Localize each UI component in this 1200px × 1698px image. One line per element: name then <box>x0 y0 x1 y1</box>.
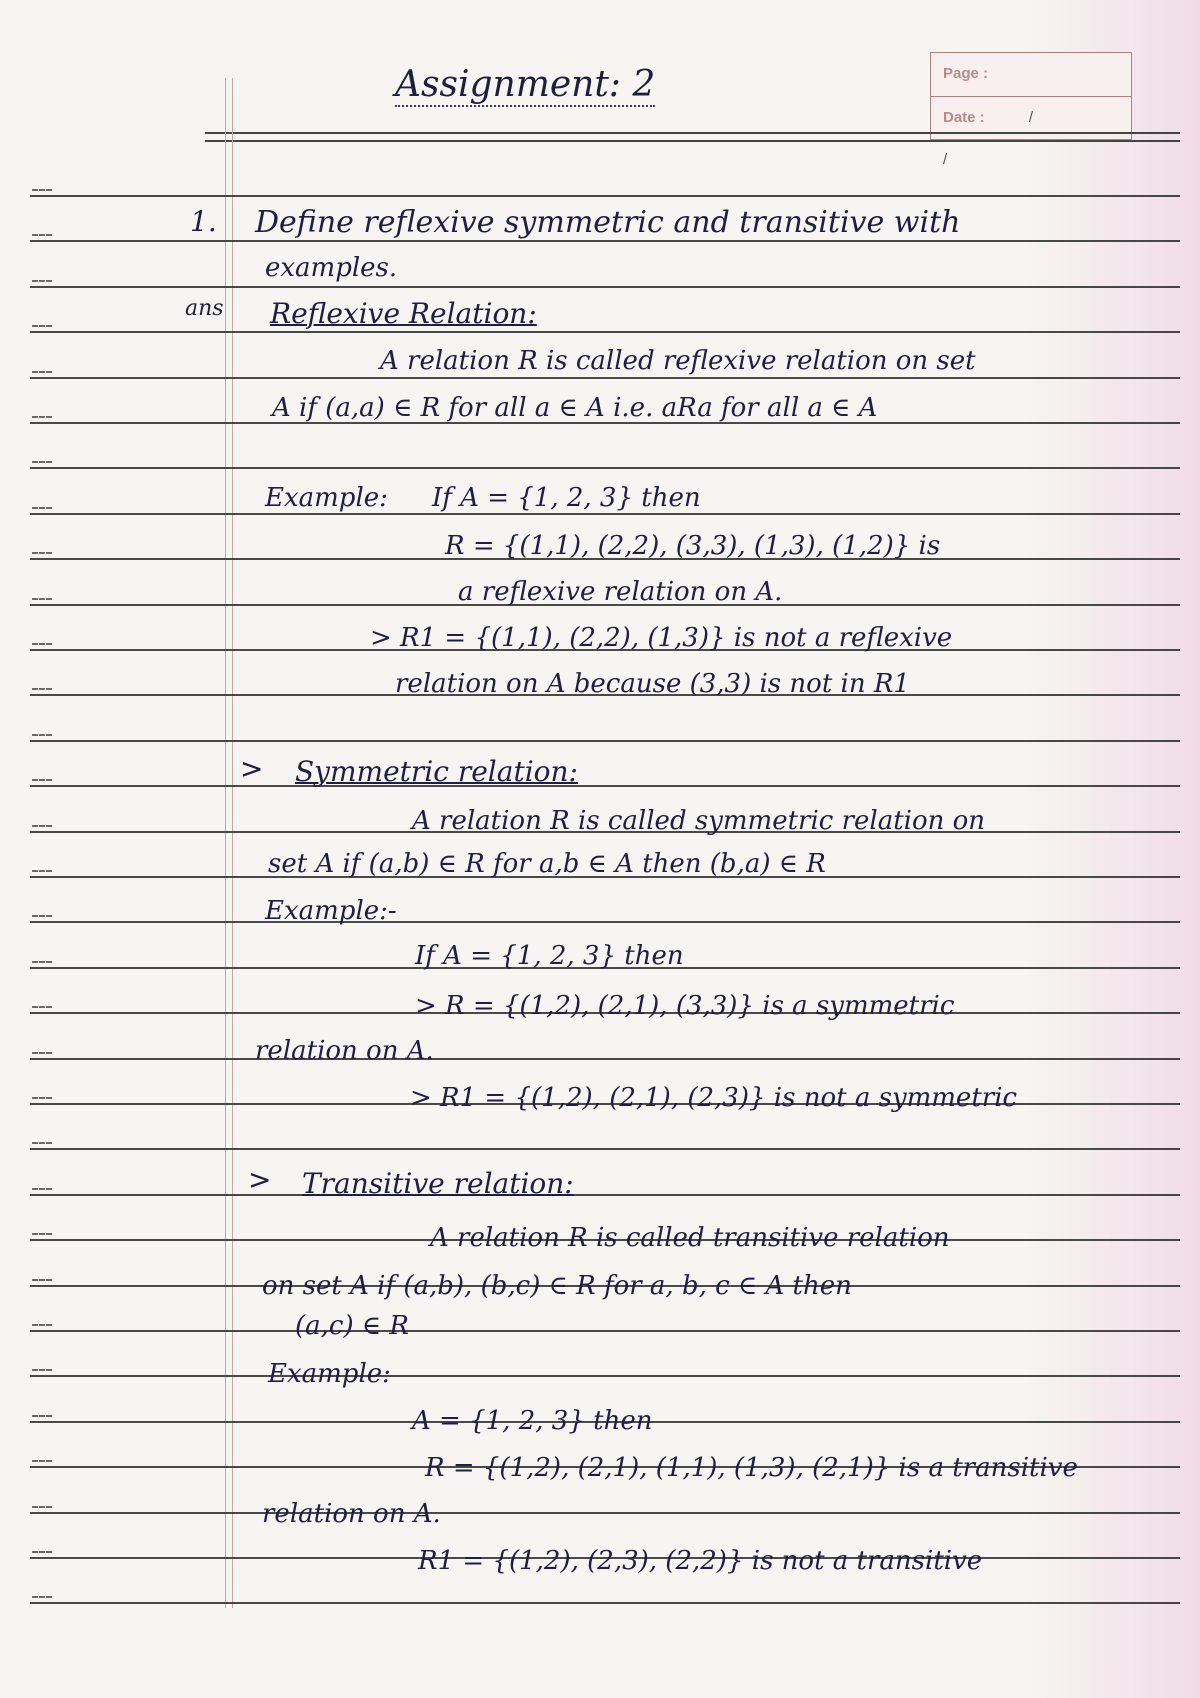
ruled-line <box>30 1148 1180 1150</box>
margin-tick <box>32 325 52 327</box>
ruled-line <box>30 240 1180 242</box>
symmetric-example-r-1: > R = {(1,2), (2,1), (3,3)} is a symmetric <box>415 991 955 1021</box>
margin-tick <box>32 779 52 781</box>
margin-tick <box>32 552 52 554</box>
symmetric-example-label: Example:- <box>265 896 397 926</box>
reflexive-example-r-1: R = {(1,1), (2,2), (3,3), (1,3), (1,2)} is <box>445 531 941 561</box>
transitive-example-label: Example: <box>268 1359 391 1389</box>
ruled-line <box>30 1512 1180 1514</box>
margin-tick <box>32 416 52 418</box>
symmetric-def-line-2: set A if (a,b) ∈ R for a,b ∈ A then (b,a) ∈ R <box>268 849 826 879</box>
reflexive-example-r-2: a reflexive relation on A. <box>458 577 783 607</box>
page-title: Assignment: 2 <box>395 64 656 105</box>
ruled-line <box>30 377 1180 379</box>
transitive-def-line-1: A relation R is called transitive relation <box>430 1223 950 1253</box>
symmetric-def-line-1: A relation R is called symmetric relation on <box>412 806 986 836</box>
question-line-1: Define reflexive symmetric and transitive with <box>255 205 961 240</box>
margin-tick <box>32 1006 52 1008</box>
ruled-line <box>30 785 1180 787</box>
margin-tick <box>32 1506 52 1508</box>
margin-tick <box>32 643 52 645</box>
ruled-line <box>30 1058 1180 1060</box>
reflexive-def-line-2: A if (a,a) ∈ R for all a ∈ A i.e. aRa for all a ∈ A <box>272 393 878 423</box>
reflexive-example-label: Example: <box>265 483 388 513</box>
margin-tick <box>32 1551 52 1553</box>
ruled-line <box>30 740 1180 742</box>
date-label: Date : <box>943 109 985 126</box>
reflexive-def-line-1: A relation R is called reflexive relation on set <box>380 346 976 376</box>
ruled-line <box>30 1375 1180 1377</box>
margin-tick <box>32 234 52 236</box>
symmetric-heading: Symmetric relation: <box>295 755 578 788</box>
ruled-line <box>30 1330 1180 1332</box>
margin-tick <box>32 1596 52 1598</box>
margin-tick <box>32 870 52 872</box>
margin-tick <box>32 961 52 963</box>
ruled-line <box>30 195 1180 197</box>
ruled-line <box>30 331 1180 333</box>
margin-tick <box>32 1142 52 1144</box>
page-label: Page : <box>943 65 989 82</box>
reflexive-heading: Reflexive Relation: <box>270 297 537 330</box>
margin-line <box>225 78 226 1608</box>
transitive-example-r1-1: R1 = {(1,2), (2,3), (2,2)} is not a transitive <box>418 1546 983 1576</box>
date-value: / / <box>943 109 1064 168</box>
symmetric-example-r-2: relation on A. <box>255 1036 434 1066</box>
margin-line-2 <box>232 78 233 1608</box>
margin-tick <box>32 371 52 373</box>
margin-tick <box>32 1188 52 1190</box>
reflexive-example-set: If A = {1, 2, 3} then <box>432 483 701 513</box>
margin-tick <box>32 598 52 600</box>
page-date-box <box>930 52 1132 168</box>
reflexive-example-r1-1: > R1 = {(1,1), (2,2), (1,3)} is not a reflexive <box>370 623 953 653</box>
margin-tick <box>32 1279 52 1281</box>
margin-tick <box>32 461 52 463</box>
answer-marker: ans <box>185 296 224 321</box>
bullet-arrow-icon: > <box>240 752 264 785</box>
transitive-heading: Transitive relation: <box>302 1167 574 1200</box>
symmetric-example-r1-1: > R1 = {(1,2), (2,1), (2,3)} is not a symmetric <box>410 1083 1018 1113</box>
reflexive-example-r1-2: relation on A because (3,3) is not in R1 <box>395 669 910 699</box>
transitive-example-r-1: R = {(1,2), (2,1), (1,1), (1,3), (2,1)} is a transitive <box>425 1453 1078 1483</box>
margin-tick <box>32 1460 52 1462</box>
bullet-arrow-icon: > <box>248 1163 272 1196</box>
transitive-def-line-2: on set A if (a,b), (b,c) ∈ R for a, b, c ∈ A then <box>262 1271 852 1301</box>
transitive-example-set: A = {1, 2, 3} then <box>412 1406 653 1436</box>
ruled-line <box>30 1194 1180 1196</box>
question-line-2: examples. <box>265 253 398 283</box>
margin-tick <box>32 825 52 827</box>
margin-tick <box>32 1369 52 1371</box>
header-rule <box>205 132 1180 142</box>
margin-tick <box>32 1233 52 1235</box>
margin-tick <box>32 915 52 917</box>
margin-tick <box>32 1324 52 1326</box>
margin-tick <box>32 189 52 191</box>
ruled-line <box>30 921 1180 923</box>
symmetric-example-set: If A = {1, 2, 3} then <box>415 941 684 971</box>
ruled-line <box>30 1602 1180 1604</box>
margin-tick <box>32 734 52 736</box>
margin-tick <box>32 1097 52 1099</box>
margin-tick <box>32 1052 52 1054</box>
ruled-line <box>30 467 1180 469</box>
transitive-def-line-3: (a,c) ∈ R <box>295 1311 409 1341</box>
transitive-example-r-2: relation on A. <box>262 1499 441 1529</box>
margin-tick <box>32 280 52 282</box>
margin-tick <box>32 1415 52 1417</box>
ruled-line <box>30 286 1180 288</box>
margin-tick <box>32 688 52 690</box>
question-number: 1. <box>190 205 217 238</box>
margin-tick <box>32 507 52 509</box>
